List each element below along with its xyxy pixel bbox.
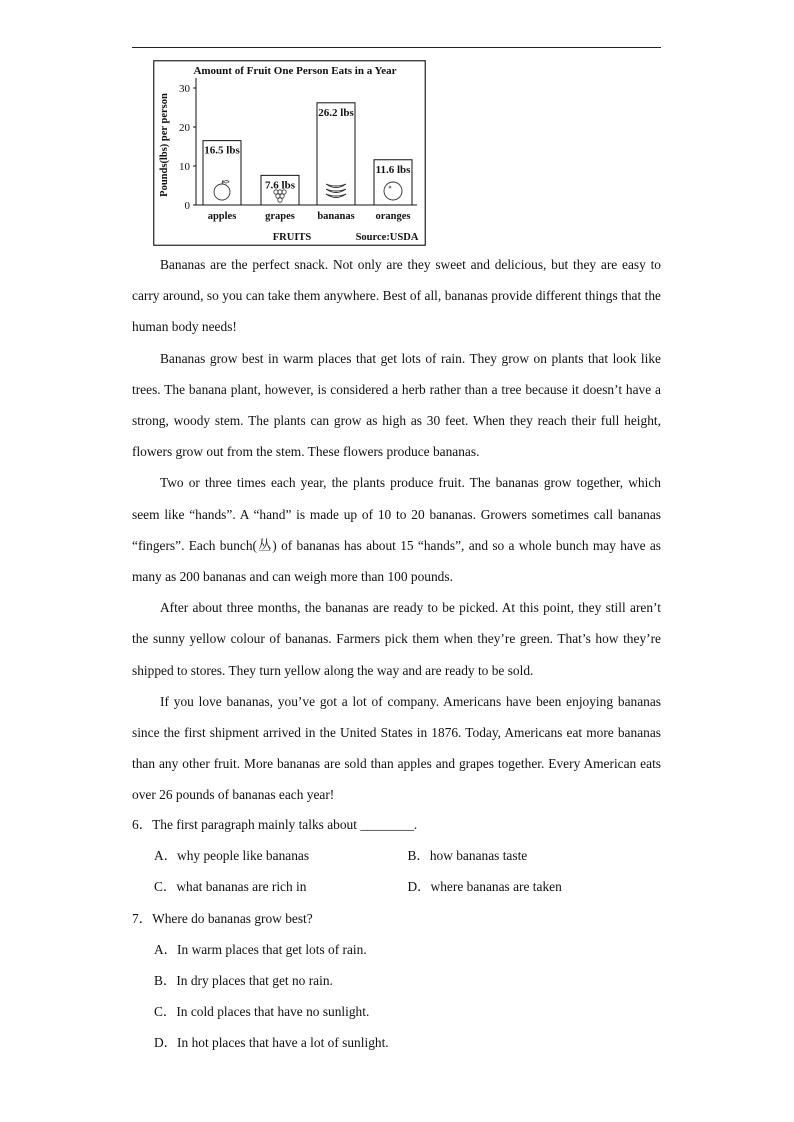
passage-paragraph: If you love bananas, you’ve got a lot of company. Americans have been enjoying bananas since the first shipment arrived in the United States in 1876. Today, Americans eat more bananas than any other fruit. More bananas are sold than apples and grapes together. Every American eats over 26 pounds of bananas each year! (132, 693, 661, 803)
question-6 (132, 809, 661, 903)
passage-paragraph: Two or three times each year, the plants produce fruit. The bananas grow together, which seem like “hands”. A “hand” is made up of 10 to 20 bananas. Growers sometimes call bananas “fingers”. Each bunch(丛) of bananas has about 15 “hands”, and so a whole bunch may have as many as 200 bananas and can weigh more than 100 pounds. (132, 475, 661, 585)
option-b: B．how bananas taste (407, 848, 528, 864)
option-c: C．what bananas are rich in (154, 879, 307, 895)
x-tick-label: apples (207, 211, 237, 222)
option-a: A．In warm places that get lots of rain. (154, 941, 367, 957)
header-rule (132, 47, 661, 48)
y-axis-label: Pounds(lbs) per person (159, 93, 170, 197)
question-7 (132, 903, 661, 1059)
y-ticks (179, 83, 196, 212)
x-tick-label: oranges (375, 211, 411, 222)
option-d: D．In hot places that have a lot of sunlight. (154, 1035, 389, 1051)
passage-paragraph: After about three months, the bananas are ready to be picked. At this point, they still aren’t the sunny yellow colour of bananas. Farmers pick them when they’re green. That’s how they’re shipped to stores. They turn yellow along the way and are ready to be sold. (132, 600, 661, 678)
bar-value-label: 16.5 lbs (204, 144, 240, 157)
y-tick-label: 20 (179, 122, 190, 134)
y-tick-label: 30 (179, 83, 190, 95)
x-tick-label: grapes (265, 211, 295, 222)
question-stem: 6．The first paragraph mainly talks about ________. (132, 817, 418, 832)
y-tick-label: 10 (179, 161, 190, 173)
x-tick-label: bananas (317, 211, 355, 222)
bar-value-label: 11.6 lbs (375, 163, 411, 176)
question-stem: 7．Where do bananas grow best? (132, 910, 313, 926)
chart-source: Source:USDA (355, 232, 419, 243)
option-row (132, 840, 661, 871)
chart-title: Amount of Fruit One Person Eats in a Year (193, 65, 397, 77)
option-row (132, 871, 661, 902)
bar-value-label: 7.6 lbs (265, 179, 295, 192)
option-c: C．In cold places that have no sunlight. (154, 1004, 370, 1020)
y-tick-label: 0 (184, 200, 190, 212)
option-b: B．In dry places that get no rain. (154, 973, 333, 989)
chart-svg (153, 60, 426, 246)
x-axis-label: FRUITS (272, 232, 312, 243)
passage-paragraph: Bananas grow best in warm places that get lots of rain. They grow on plants that look like trees. The banana plant, however, is considered a herb rather than a tree because it doesn’t have a strong, woody stem. The plants can grow as high as 30 feet. When they reach their full height, flowers grow out from the stem. These flowers produce bananas. (132, 350, 661, 460)
fruit-chart (153, 60, 426, 246)
reading-passage (132, 249, 661, 811)
question-list (132, 809, 661, 1059)
passage-paragraph: Bananas are the perfect snack. Not only are they sweet and delicious, but they are easy to carry around, so you can take them anywhere. Best of all, bananas provide different things that the human body needs! (132, 257, 661, 335)
option-a: A．why people like bananas (154, 848, 310, 864)
bars (203, 103, 412, 222)
bar-value-label: 26.2 lbs (318, 106, 354, 119)
option-d: D．where bananas are taken (407, 879, 562, 895)
